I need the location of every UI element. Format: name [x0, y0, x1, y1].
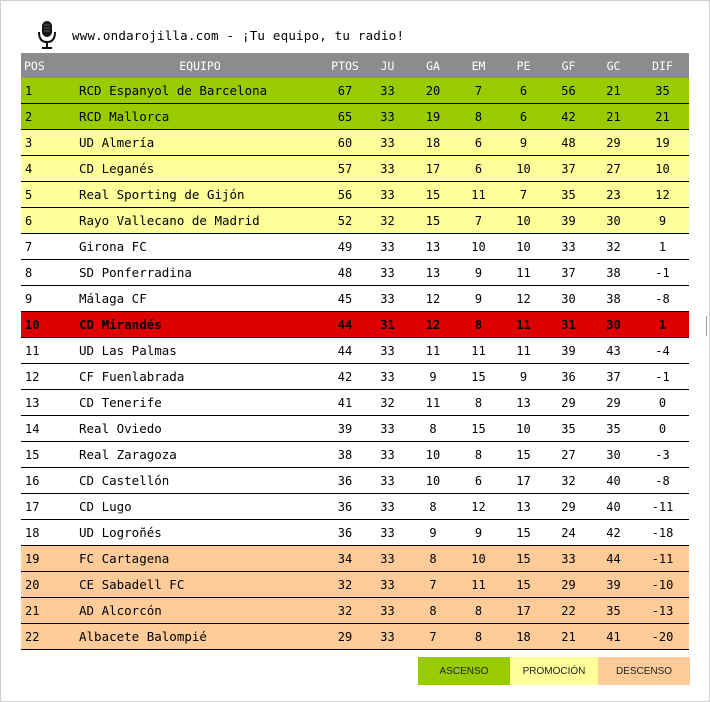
cell-team: Real Zaragoza — [75, 442, 325, 468]
cell-ju: 33 — [365, 598, 410, 624]
cell-dif: -8 — [636, 286, 689, 312]
table-row — [21, 234, 689, 260]
cell-em: 8 — [456, 390, 501, 416]
cell-ga: 9 — [410, 520, 456, 546]
col-header-dif: DIF — [636, 53, 689, 78]
cell-em: 6 — [456, 130, 501, 156]
cell-gc: 27 — [591, 156, 636, 182]
cell-team: Real Sporting de Gijón — [75, 182, 325, 208]
cell-pos: 18 — [21, 520, 75, 546]
cell-pos: 9 — [21, 286, 75, 312]
legend-descenso: DESCENSO — [598, 657, 690, 685]
cell-ptos: 65 — [325, 104, 365, 130]
cell-gf: 35 — [546, 416, 591, 442]
cell-em: 15 — [456, 364, 501, 390]
cell-ju: 33 — [365, 260, 410, 286]
col-header-ga: GA — [410, 53, 456, 78]
cell-pe: 11 — [501, 260, 546, 286]
cell-gf: 48 — [546, 130, 591, 156]
cell-gc: 35 — [591, 416, 636, 442]
cell-team: RCD Mallorca — [75, 104, 325, 130]
cell-gc: 29 — [591, 130, 636, 156]
cell-pos: 17 — [21, 494, 75, 520]
cell-gc: 30 — [591, 312, 636, 338]
cell-pos: 8 — [21, 260, 75, 286]
cell-gc: 40 — [591, 468, 636, 494]
cell-gf: 39 — [546, 338, 591, 364]
cell-team: CD Castellón — [75, 468, 325, 494]
cell-dif: 1 — [636, 312, 689, 338]
cell-gc: 40 — [591, 494, 636, 520]
cell-pe: 11 — [501, 312, 546, 338]
cell-pos: 7 — [21, 234, 75, 260]
cell-gc: 38 — [591, 286, 636, 312]
cell-gf: 37 — [546, 156, 591, 182]
col-header-equipo: EQUIPO — [75, 53, 325, 78]
table-row — [21, 130, 689, 156]
cell-pos: 5 — [21, 182, 75, 208]
cell-gf: 27 — [546, 442, 591, 468]
cell-ju: 33 — [365, 182, 410, 208]
cell-em: 8 — [456, 312, 501, 338]
cell-gf: 29 — [546, 572, 591, 598]
cell-ga: 8 — [410, 494, 456, 520]
table-row — [21, 572, 689, 598]
cell-pos: 1 — [21, 78, 75, 104]
cell-pe: 17 — [501, 468, 546, 494]
legend-promocion: PROMOCIÓN — [510, 657, 598, 685]
cell-ptos: 34 — [325, 546, 365, 572]
cell-pe: 6 — [501, 78, 546, 104]
cell-gf: 33 — [546, 234, 591, 260]
cell-pe: 15 — [501, 442, 546, 468]
cell-ptos: 48 — [325, 260, 365, 286]
cell-em: 12 — [456, 494, 501, 520]
cell-gf: 42 — [546, 104, 591, 130]
cell-ju: 33 — [365, 78, 410, 104]
table-row — [21, 416, 689, 442]
cell-gf: 32 — [546, 468, 591, 494]
cell-ju: 33 — [365, 520, 410, 546]
cell-dif: -8 — [636, 468, 689, 494]
cell-dif: 1 — [636, 234, 689, 260]
cell-pe: 10 — [501, 234, 546, 260]
page-edge-marker — [706, 316, 710, 336]
cell-pos: 22 — [21, 624, 75, 650]
cell-ptos: 29 — [325, 624, 365, 650]
cell-ptos: 67 — [325, 78, 365, 104]
cell-ga: 12 — [410, 312, 456, 338]
cell-dif: -3 — [636, 442, 689, 468]
cell-pe: 15 — [501, 546, 546, 572]
cell-team: Real Oviedo — [75, 416, 325, 442]
cell-dif: -13 — [636, 598, 689, 624]
cell-pe: 6 — [501, 104, 546, 130]
cell-em: 6 — [456, 468, 501, 494]
col-header-ju: JU — [365, 53, 410, 78]
table-row — [21, 182, 689, 208]
cell-ju: 33 — [365, 546, 410, 572]
cell-dif: -11 — [636, 494, 689, 520]
cell-dif: -10 — [636, 572, 689, 598]
cell-dif: 21 — [636, 104, 689, 130]
cell-ptos: 44 — [325, 338, 365, 364]
cell-gf: 29 — [546, 390, 591, 416]
table-row — [21, 156, 689, 182]
cell-ju: 32 — [365, 208, 410, 234]
col-header-em: EM — [456, 53, 501, 78]
cell-dif: 0 — [636, 416, 689, 442]
cell-ju: 33 — [365, 442, 410, 468]
cell-pe: 11 — [501, 338, 546, 364]
table-row — [21, 338, 689, 364]
site-slogan: www.ondarojilla.com - ¡Tu equipo, tu radio! — [72, 27, 405, 43]
cell-pos: 2 — [21, 104, 75, 130]
cell-ga: 10 — [410, 468, 456, 494]
cell-team: UD Logroñés — [75, 520, 325, 546]
cell-team: CF Fuenlabrada — [75, 364, 325, 390]
cell-gc: 21 — [591, 78, 636, 104]
cell-pos: 21 — [21, 598, 75, 624]
cell-team: UD Almería — [75, 130, 325, 156]
legend-ascenso: ASCENSO — [418, 657, 510, 685]
cell-ptos: 42 — [325, 364, 365, 390]
cell-ga: 11 — [410, 338, 456, 364]
cell-gf: 36 — [546, 364, 591, 390]
cell-em: 10 — [456, 546, 501, 572]
cell-team: SD Ponferradina — [75, 260, 325, 286]
cell-ju: 31 — [365, 312, 410, 338]
cell-ga: 11 — [410, 390, 456, 416]
cell-pe: 18 — [501, 624, 546, 650]
page-header — [36, 20, 404, 50]
table-row — [21, 286, 689, 312]
cell-em: 6 — [456, 156, 501, 182]
cell-ptos: 36 — [325, 520, 365, 546]
cell-ga: 8 — [410, 546, 456, 572]
cell-dif: 10 — [636, 156, 689, 182]
cell-gf: 30 — [546, 286, 591, 312]
cell-gf: 21 — [546, 624, 591, 650]
table-row — [21, 546, 689, 572]
cell-gf: 29 — [546, 494, 591, 520]
table-row — [21, 78, 689, 104]
cell-gf: 24 — [546, 520, 591, 546]
cell-ju: 33 — [365, 338, 410, 364]
cell-pe: 9 — [501, 130, 546, 156]
table-row — [21, 390, 689, 416]
cell-gc: 30 — [591, 208, 636, 234]
table-row — [21, 104, 689, 130]
cell-ptos: 41 — [325, 390, 365, 416]
table-row — [21, 494, 689, 520]
cell-pe: 9 — [501, 364, 546, 390]
cell-ga: 8 — [410, 416, 456, 442]
cell-gf: 39 — [546, 208, 591, 234]
cell-dif: -1 — [636, 364, 689, 390]
table-row — [21, 208, 689, 234]
table-row — [21, 598, 689, 624]
cell-gf: 35 — [546, 182, 591, 208]
col-header-pe: PE — [501, 53, 546, 78]
cell-pe: 15 — [501, 572, 546, 598]
cell-ju: 33 — [365, 624, 410, 650]
table-row — [21, 260, 689, 286]
cell-ptos: 38 — [325, 442, 365, 468]
cell-ju: 32 — [365, 390, 410, 416]
cell-team: AD Alcorcón — [75, 598, 325, 624]
cell-gc: 43 — [591, 338, 636, 364]
cell-ptos: 32 — [325, 572, 365, 598]
cell-gc: 29 — [591, 390, 636, 416]
cell-team: CD Mirandés — [75, 312, 325, 338]
cell-em: 11 — [456, 338, 501, 364]
cell-gc: 39 — [591, 572, 636, 598]
cell-pos: 4 — [21, 156, 75, 182]
cell-ju: 33 — [365, 572, 410, 598]
cell-ju: 33 — [365, 130, 410, 156]
cell-gc: 44 — [591, 546, 636, 572]
cell-team: CD Tenerife — [75, 390, 325, 416]
cell-dif: -11 — [636, 546, 689, 572]
cell-pos: 16 — [21, 468, 75, 494]
cell-ptos: 44 — [325, 312, 365, 338]
cell-team: CD Lugo — [75, 494, 325, 520]
cell-ju: 33 — [365, 364, 410, 390]
standings-body — [21, 78, 689, 650]
cell-em: 11 — [456, 572, 501, 598]
cell-ju: 33 — [365, 286, 410, 312]
cell-ga: 13 — [410, 234, 456, 260]
table-row — [21, 442, 689, 468]
cell-ju: 33 — [365, 234, 410, 260]
cell-ju: 33 — [365, 494, 410, 520]
table-row — [21, 624, 689, 650]
cell-em: 9 — [456, 260, 501, 286]
cell-gf: 37 — [546, 260, 591, 286]
cell-em: 8 — [456, 104, 501, 130]
cell-dif: -18 — [636, 520, 689, 546]
cell-ga: 17 — [410, 156, 456, 182]
cell-ptos: 39 — [325, 416, 365, 442]
cell-dif: 19 — [636, 130, 689, 156]
cell-ga: 19 — [410, 104, 456, 130]
cell-ju: 33 — [365, 416, 410, 442]
cell-ptos: 45 — [325, 286, 365, 312]
cell-gc: 41 — [591, 624, 636, 650]
cell-pos: 3 — [21, 130, 75, 156]
cell-team: CE Sabadell FC — [75, 572, 325, 598]
cell-pos: 19 — [21, 546, 75, 572]
cell-ga: 13 — [410, 260, 456, 286]
cell-team: FC Cartagena — [75, 546, 325, 572]
cell-gf: 33 — [546, 546, 591, 572]
cell-pos: 11 — [21, 338, 75, 364]
cell-ju: 33 — [365, 468, 410, 494]
cell-ptos: 36 — [325, 468, 365, 494]
cell-dif: 35 — [636, 78, 689, 104]
col-header-gc: GC — [591, 53, 636, 78]
cell-gc: 35 — [591, 598, 636, 624]
cell-pe: 13 — [501, 390, 546, 416]
cell-dif: -4 — [636, 338, 689, 364]
cell-em: 10 — [456, 234, 501, 260]
cell-ptos: 49 — [325, 234, 365, 260]
cell-ga: 15 — [410, 208, 456, 234]
table-row — [21, 468, 689, 494]
cell-team: CD Leganés — [75, 156, 325, 182]
cell-em: 15 — [456, 416, 501, 442]
cell-ptos: 57 — [325, 156, 365, 182]
cell-pos: 15 — [21, 442, 75, 468]
cell-dif: 12 — [636, 182, 689, 208]
table-row — [21, 312, 689, 338]
cell-ga: 10 — [410, 442, 456, 468]
cell-em: 7 — [456, 208, 501, 234]
cell-gc: 21 — [591, 104, 636, 130]
cell-pe: 17 — [501, 598, 546, 624]
cell-dif: 0 — [636, 390, 689, 416]
cell-ptos: 32 — [325, 598, 365, 624]
standings-table — [21, 53, 689, 650]
cell-em: 9 — [456, 286, 501, 312]
cell-gc: 38 — [591, 260, 636, 286]
table-row — [21, 520, 689, 546]
cell-em: 8 — [456, 624, 501, 650]
cell-ptos: 60 — [325, 130, 365, 156]
cell-em: 8 — [456, 598, 501, 624]
cell-gf: 56 — [546, 78, 591, 104]
table-header-row — [21, 53, 689, 78]
cell-ju: 33 — [365, 156, 410, 182]
cell-pe: 10 — [501, 416, 546, 442]
cell-ptos: 56 — [325, 182, 365, 208]
cell-team: RCD Espanyol de Barcelona — [75, 78, 325, 104]
cell-pos: 13 — [21, 390, 75, 416]
cell-ptos: 36 — [325, 494, 365, 520]
cell-pe: 10 — [501, 156, 546, 182]
cell-team: Málaga CF — [75, 286, 325, 312]
cell-gc: 32 — [591, 234, 636, 260]
cell-dif: -20 — [636, 624, 689, 650]
table-row — [21, 364, 689, 390]
cell-team: Albacete Balompié — [75, 624, 325, 650]
cell-ptos: 52 — [325, 208, 365, 234]
cell-ga: 7 — [410, 572, 456, 598]
cell-pos: 14 — [21, 416, 75, 442]
cell-em: 7 — [456, 78, 501, 104]
cell-gc: 23 — [591, 182, 636, 208]
cell-dif: 9 — [636, 208, 689, 234]
cell-team: Girona FC — [75, 234, 325, 260]
cell-pos: 12 — [21, 364, 75, 390]
cell-em: 9 — [456, 520, 501, 546]
col-header-gf: GF — [546, 53, 591, 78]
cell-team: Rayo Vallecano de Madrid — [75, 208, 325, 234]
cell-pe: 15 — [501, 520, 546, 546]
cell-dif: -1 — [636, 260, 689, 286]
cell-ju: 33 — [365, 104, 410, 130]
cell-gf: 31 — [546, 312, 591, 338]
cell-ga: 8 — [410, 598, 456, 624]
cell-gf: 22 — [546, 598, 591, 624]
cell-gc: 37 — [591, 364, 636, 390]
cell-ga: 12 — [410, 286, 456, 312]
cell-pe: 10 — [501, 208, 546, 234]
cell-ga: 15 — [410, 182, 456, 208]
cell-ga: 18 — [410, 130, 456, 156]
cell-pos: 6 — [21, 208, 75, 234]
cell-pe: 13 — [501, 494, 546, 520]
cell-team: UD Las Palmas — [75, 338, 325, 364]
cell-gc: 30 — [591, 442, 636, 468]
cell-gc: 42 — [591, 520, 636, 546]
cell-pe: 12 — [501, 286, 546, 312]
cell-em: 11 — [456, 182, 501, 208]
col-header-ptos: PTOS — [325, 53, 365, 78]
cell-pe: 7 — [501, 182, 546, 208]
microphone-icon — [36, 20, 58, 50]
cell-ga: 9 — [410, 364, 456, 390]
cell-pos: 20 — [21, 572, 75, 598]
cell-ga: 7 — [410, 624, 456, 650]
col-header-pos: POS — [21, 53, 75, 78]
cell-ga: 20 — [410, 78, 456, 104]
cell-em: 8 — [456, 442, 501, 468]
cell-pos: 10 — [21, 312, 75, 338]
